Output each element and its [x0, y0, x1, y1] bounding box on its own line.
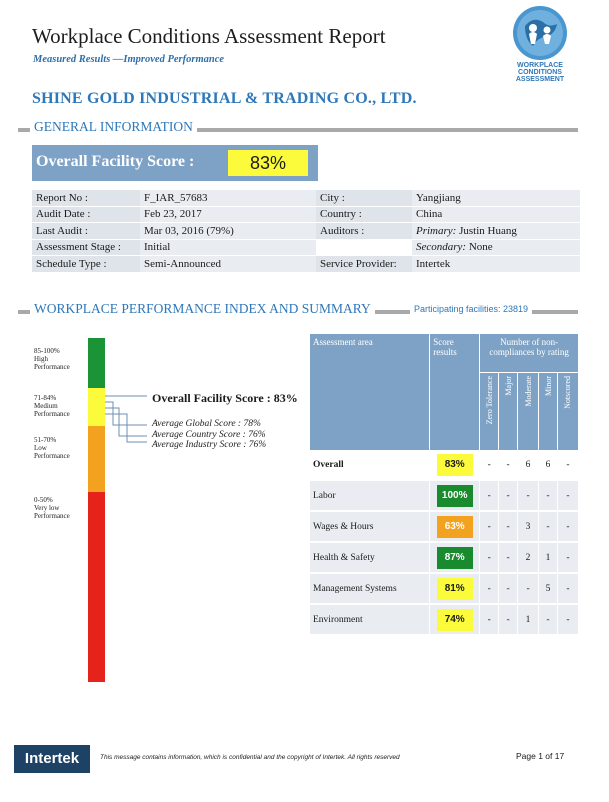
noncompliance-count-cell: -: [539, 511, 558, 542]
noncompliance-count-cell: -: [480, 573, 499, 604]
scale-segment-low: [88, 426, 105, 492]
header-assessment-area: Assessment area: [310, 334, 430, 450]
header-zero-tolerance: Zero Tolerance: [480, 372, 499, 450]
info-row: [32, 206, 580, 223]
noncompliance-count-cell: 6: [539, 450, 558, 480]
noncompliance-count-cell: -: [499, 604, 518, 635]
scale-segment-high: [88, 338, 105, 388]
range-label-very-low: 0-50% Very low Performance: [34, 496, 70, 520]
overall-score-value: 83%: [228, 150, 308, 176]
header-score-results: Score results: [430, 334, 480, 450]
header-minor: Minor: [539, 372, 558, 450]
participating-facilities: Participating facilities: 23819: [410, 304, 532, 314]
general-info-table: [32, 190, 580, 273]
report-subtitle: Measured Results —Improved Performance: [33, 54, 225, 65]
info-key: Service Provider:: [316, 256, 412, 273]
range-label-medium: 71-84% Medium Performance: [34, 394, 70, 418]
table-row: [310, 450, 579, 480]
table-row: [310, 511, 579, 542]
overall-score-banner: [32, 145, 318, 181]
wca-logo: [505, 4, 575, 88]
noncompliance-count-cell: -: [499, 573, 518, 604]
noncompliance-count-cell: 2: [518, 542, 539, 573]
table-row: [310, 573, 579, 604]
noncompliance-count-cell: 1: [518, 604, 539, 635]
noncompliance-count-cell: -: [480, 480, 499, 511]
score-badge: 63%: [437, 516, 473, 538]
table-row: [310, 604, 579, 635]
info-value: Intertek: [412, 256, 580, 273]
noncompliance-count-cell: -: [557, 480, 578, 511]
noncompliance-count-cell: 3: [518, 511, 539, 542]
header-noncompliance: Number of non-compliances by rating: [480, 334, 579, 372]
noncompliance-count-cell: -: [557, 542, 578, 573]
info-key: Audit Date :: [32, 206, 140, 223]
score-cell: [430, 511, 480, 542]
confidentiality-notice: This message contains information, which is confidential and the copyright of Intertek. All rights reserved: [100, 754, 400, 761]
average-industry-score: Average Industry Score : 76%: [152, 440, 267, 450]
info-row: [32, 223, 580, 240]
info-key: Schedule Type :: [32, 256, 140, 273]
company-name: SHINE GOLD INDUSTRIAL & TRADING CO., LTD.: [32, 90, 417, 107]
noncompliance-count-cell: -: [539, 604, 558, 635]
info-key: Report No :: [32, 190, 140, 206]
table-row: [310, 542, 579, 573]
info-key: Auditors :: [316, 223, 412, 240]
info-row: [32, 239, 580, 256]
noncompliance-count-cell: -: [480, 542, 499, 573]
noncompliance-count-cell: -: [518, 480, 539, 511]
info-value: Semi-Announced: [140, 256, 316, 273]
info-row: [32, 190, 580, 206]
noncompliance-count-cell: 5: [539, 573, 558, 604]
info-value: Initial: [140, 239, 316, 256]
info-value: Mar 03, 2016 (79%): [140, 223, 316, 240]
overall-score-marker-label: Overall Facility Score : 83%: [152, 391, 298, 405]
range-label-high: 85-100% High Performance: [34, 347, 70, 371]
performance-scale-bar: [88, 338, 105, 682]
range-label-low: 51-70% Low Performance: [34, 436, 70, 460]
header-moderate: Moderate: [518, 372, 539, 450]
info-value: Yangjiang: [412, 190, 580, 206]
score-badge: 74%: [437, 609, 473, 631]
score-badge: 100%: [437, 485, 473, 507]
score-summary-table: [310, 334, 579, 636]
noncompliance-count-cell: -: [480, 511, 499, 542]
assessment-area-cell: Management Systems: [310, 573, 430, 604]
info-value: Primary: Justin Huang: [412, 223, 580, 240]
noncompliance-count-cell: -: [539, 480, 558, 511]
score-cell: [430, 480, 480, 511]
info-value: Feb 23, 2017: [140, 206, 316, 223]
noncompliance-count-cell: -: [557, 450, 578, 480]
average-country-score: Average Country Score : 76%: [152, 430, 266, 440]
scale-segment-medium: [88, 388, 105, 426]
score-cell: [430, 542, 480, 573]
info-key: City :: [316, 190, 412, 206]
table-row: [310, 480, 579, 511]
noncompliance-count-cell: 1: [539, 542, 558, 573]
header-major: Major: [499, 372, 518, 450]
header-notscored: Notscored: [557, 372, 578, 450]
info-key: Last Audit :: [32, 223, 140, 240]
page-number: Page 1 of 17: [516, 751, 565, 761]
info-value: Secondary: None: [412, 239, 580, 256]
assessment-area-cell: Labor: [310, 480, 430, 511]
info-key: Country :: [316, 206, 412, 223]
noncompliance-count-cell: -: [557, 573, 578, 604]
score-cell: [430, 573, 480, 604]
noncompliance-count-cell: -: [499, 542, 518, 573]
general-info-title: GENERAL INFORMATION: [30, 119, 197, 135]
info-value: China: [412, 206, 580, 223]
overall-score-label: Overall Facility Score :: [36, 153, 195, 170]
noncompliance-count-cell: -: [499, 450, 518, 480]
assessment-area-cell: Health & Safety: [310, 542, 430, 573]
info-key: Assessment Stage :: [32, 239, 140, 256]
info-row: [32, 256, 580, 273]
score-pointer-lines: [105, 392, 155, 444]
average-global-score: Average Global Score : 78%: [152, 419, 261, 429]
assessment-area-cell: Wages & Hours: [310, 511, 430, 542]
report-title: Workplace Conditions Assessment Report: [32, 24, 386, 48]
noncompliance-count-cell: -: [499, 511, 518, 542]
logo-text: WORKPLACE CONDITIONS ASSESSMENT: [515, 62, 565, 83]
info-value: F_IAR_57683: [140, 190, 316, 206]
noncompliance-count-cell: -: [499, 480, 518, 511]
noncompliance-count-cell: -: [480, 604, 499, 635]
score-cell: [430, 450, 480, 480]
score-badge: 81%: [437, 578, 473, 600]
assessment-area-cell: Overall: [310, 450, 430, 480]
globe-icon: [505, 4, 575, 62]
info-key: [316, 239, 412, 256]
assessment-area-cell: Environment: [310, 604, 430, 635]
noncompliance-count-cell: -: [518, 573, 539, 604]
noncompliance-count-cell: -: [480, 450, 499, 480]
performance-title: WORKPLACE PERFORMANCE INDEX AND SUMMARY: [30, 301, 375, 317]
score-badge: 83%: [437, 454, 473, 476]
score-badge: 87%: [437, 547, 473, 569]
noncompliance-count-cell: -: [557, 604, 578, 635]
score-cell: [430, 604, 480, 635]
noncompliance-count-cell: 6: [518, 450, 539, 480]
scale-segment-very-low: [88, 492, 105, 682]
noncompliance-count-cell: -: [557, 511, 578, 542]
intertek-logo: Intertek: [14, 745, 90, 773]
